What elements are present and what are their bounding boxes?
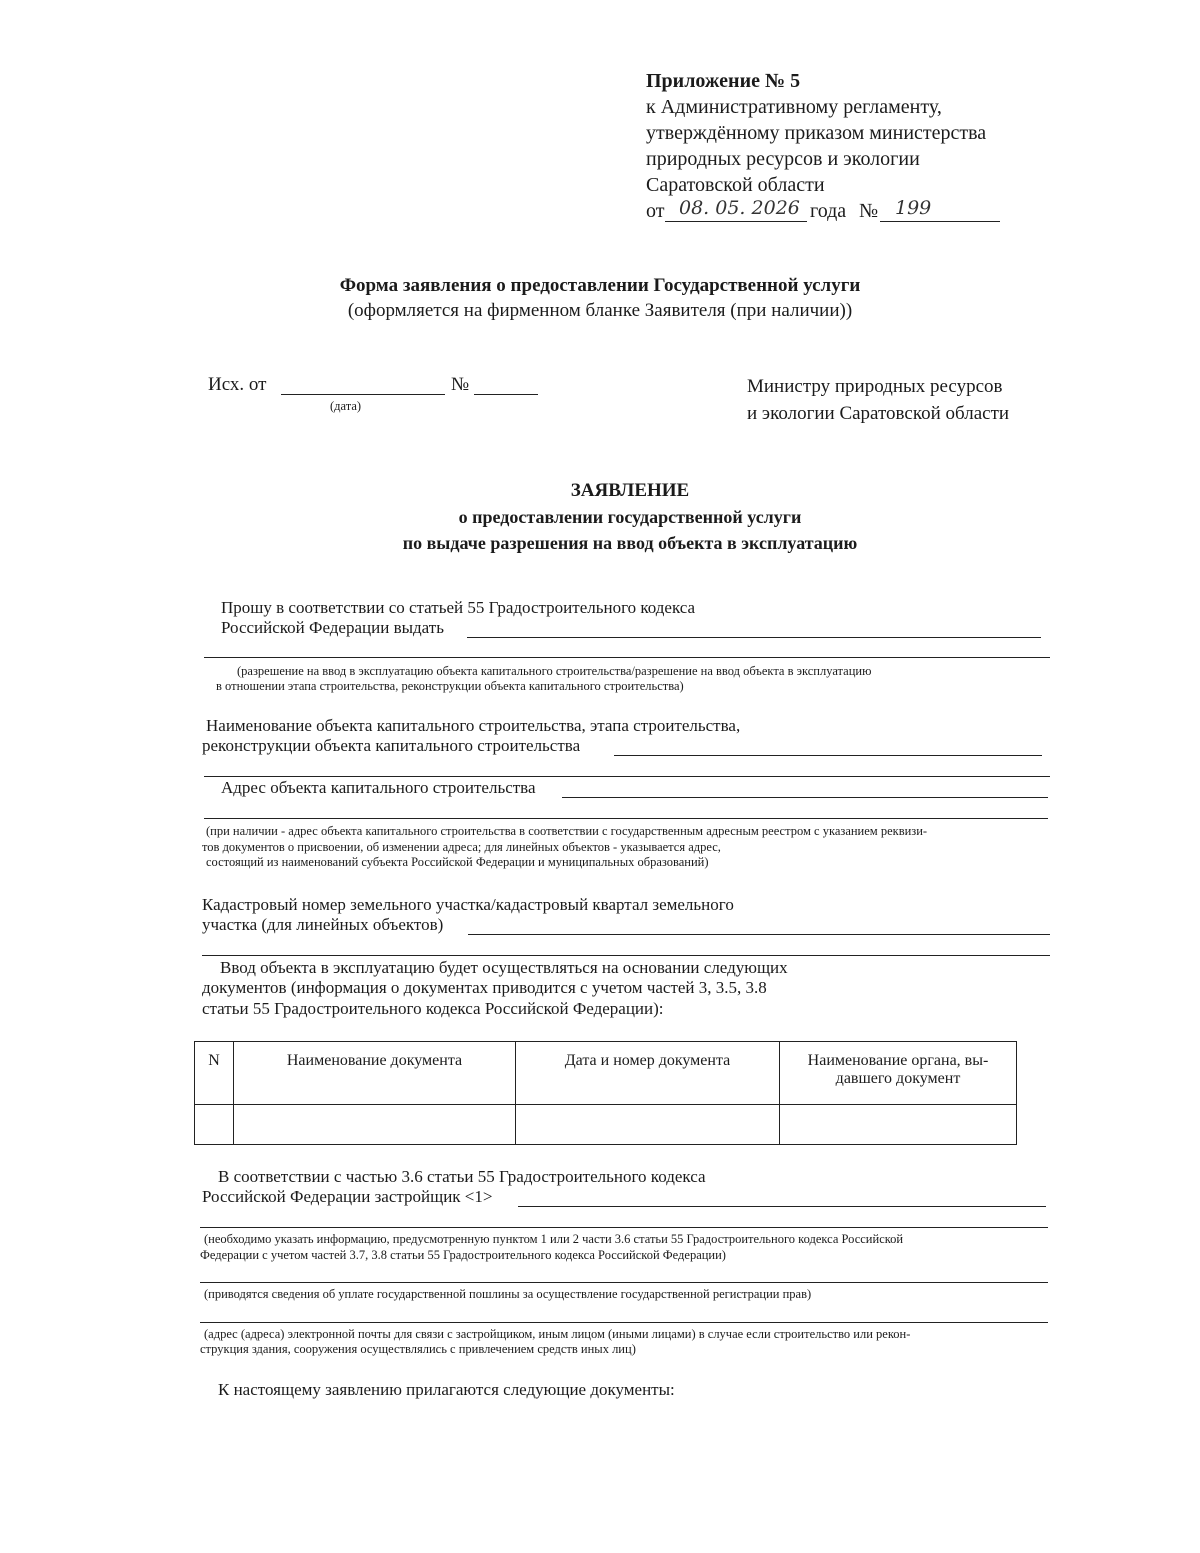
fee-fill-line: [200, 1282, 1048, 1283]
appendix-line: природных ресурсов и экологии: [646, 148, 920, 170]
appendix-line: к Административному регламенту,: [646, 96, 942, 118]
object-name-text: Наименование объекта капитального строительства, этапа строительства,: [206, 716, 741, 735]
documents-table: [194, 1041, 1017, 1145]
appendix-number-handwritten: 199: [895, 197, 932, 219]
outgoing-label: Исх. от: [208, 374, 267, 395]
developer-fill-line: [518, 1206, 1046, 1207]
appendix-title: Приложение № 5: [646, 70, 801, 92]
basis-text: статьи 55 Градостроительного кодекса Российской Федерации):: [202, 999, 664, 1018]
email-caption: струкция здания, сооружения осуществлялись с привлечением средств иных лиц): [200, 1342, 636, 1356]
email-caption: (адрес (адреса) электронной почты для связи с застройщиком, иным лицом (иными лицами) в случае если строительство или рекон-: [204, 1327, 911, 1341]
attachments-label: К настоящему заявлению прилагаются следующие документы:: [218, 1380, 675, 1399]
email-fill-line: [200, 1322, 1048, 1323]
col-issuing-authority-line: давшего документ: [835, 1070, 961, 1087]
appendix-date-prefix: от: [646, 200, 665, 222]
developer-caption: Федерации с учетом частей 3.7, 3.8 статьи 55 Градостроительного кодекса Российской Федерации): [200, 1248, 726, 1262]
object-name-fill-line: [614, 755, 1042, 756]
statement-subheading: о предоставлении государственной услуги: [458, 507, 802, 527]
table-cell: [195, 1105, 234, 1145]
request-text: Прошу в соответствии со статьей 55 Градостроительного кодекса: [221, 598, 696, 617]
appendix-date-handwritten: 08. 05. 2026: [679, 197, 800, 219]
outgoing-date-caption: (дата): [330, 399, 362, 413]
cadastral-text: участка (для линейных объектов): [202, 915, 444, 934]
addressee-line: Министру природных ресурсов: [747, 376, 1003, 397]
fee-caption: (приводятся сведения об уплате государственной пошлины за осуществление государственной регистрации прав): [204, 1287, 812, 1301]
addressee-line: и экологии Саратовской области: [747, 403, 1010, 424]
appendix-number-line: [880, 221, 1000, 222]
address-label: Адрес объекта капитального строительства: [221, 778, 536, 797]
cadastral-fill-line: [468, 934, 1050, 935]
appendix-year-word: года: [810, 200, 847, 222]
col-document-name: Наименование документа: [234, 1042, 516, 1105]
table-cell: [780, 1105, 1017, 1145]
address-caption: (при наличии - адрес объекта капитального строительства в соответствии с государственным адресным реестром с указанием реквизи-: [206, 824, 928, 838]
table-row: [195, 1105, 1017, 1145]
basis-text: документов (информация о документах приводится с учетом частей 3, 3.5, 3.8: [202, 978, 767, 997]
developer-fill-line-2: [200, 1227, 1048, 1228]
developer-caption: (необходимо указать информацию, предусмотренную пунктом 1 или 2 части 3.6 статьи 55 Градостроительного кодекса Российской: [204, 1232, 904, 1246]
statement-heading: ЗАЯВЛЕНИЕ: [570, 480, 690, 501]
table-cell: [234, 1105, 516, 1145]
basis-text: Ввод объекта в эксплуатацию будет осуществляться на основании следующих: [220, 958, 788, 977]
cadastral-text: Кадастровый номер земельного участка/кадастровый квартал земельного: [202, 895, 734, 914]
request-fill-line: [467, 637, 1041, 638]
object-name-text: реконструкции объекта капитального строительства: [202, 736, 581, 755]
appendix-number-sign: №: [859, 200, 879, 222]
statement-subheading: по выдаче разрешения на ввод объекта в эксплуатацию: [402, 533, 858, 553]
request-caption: (разрешение на ввод в эксплуатацию объекта капитального строительства/разрешение на ввод объекта в эксплуатацию: [237, 664, 872, 678]
col-issuing-authority-line: Наименование органа, вы-: [807, 1052, 989, 1069]
request-caption: в отношении этапа строительства, реконструкции объекта капитального строительства): [216, 679, 684, 693]
table-cell: [516, 1105, 780, 1145]
form-subtitle: (оформляется на фирменном бланке Заявителя (при наличии)): [347, 300, 853, 321]
outgoing-date-line: [281, 394, 445, 395]
object-name-fill-line-2: [204, 776, 1050, 777]
outgoing-number-sign: №: [451, 374, 470, 395]
appendix-line: утверждённому приказом министерства: [646, 122, 987, 144]
table-header-row: [195, 1042, 1017, 1105]
appendix-date-line: [665, 221, 807, 222]
cadastral-fill-line-2: [202, 955, 1050, 956]
address-caption: тов документов о присвоении, об изменении адреса; для линейных объектов - указывается адрес,: [202, 840, 721, 854]
address-caption: состоящий из наименований субъекта Российской Федерации и муниципальных образований): [206, 855, 709, 869]
developer-text: В соответствии с частью 3.6 статьи 55 Градостроительного кодекса: [218, 1167, 706, 1186]
outgoing-number-line: [474, 394, 538, 395]
developer-text: Российской Федерации застройщик <1>: [202, 1187, 493, 1206]
address-fill-line-2: [204, 818, 1048, 819]
form-title: Форма заявления о предоставлении Государственной услуги: [339, 275, 861, 296]
col-document-date-number: Дата и номер документа: [516, 1042, 780, 1105]
address-fill-line: [562, 797, 1048, 798]
appendix-line: Саратовской области: [646, 174, 825, 196]
request-fill-line-2: [204, 657, 1050, 658]
col-issuing-authority: [780, 1042, 1017, 1105]
col-n: N: [195, 1042, 234, 1105]
request-text: Российской Федерации выдать: [221, 618, 444, 637]
